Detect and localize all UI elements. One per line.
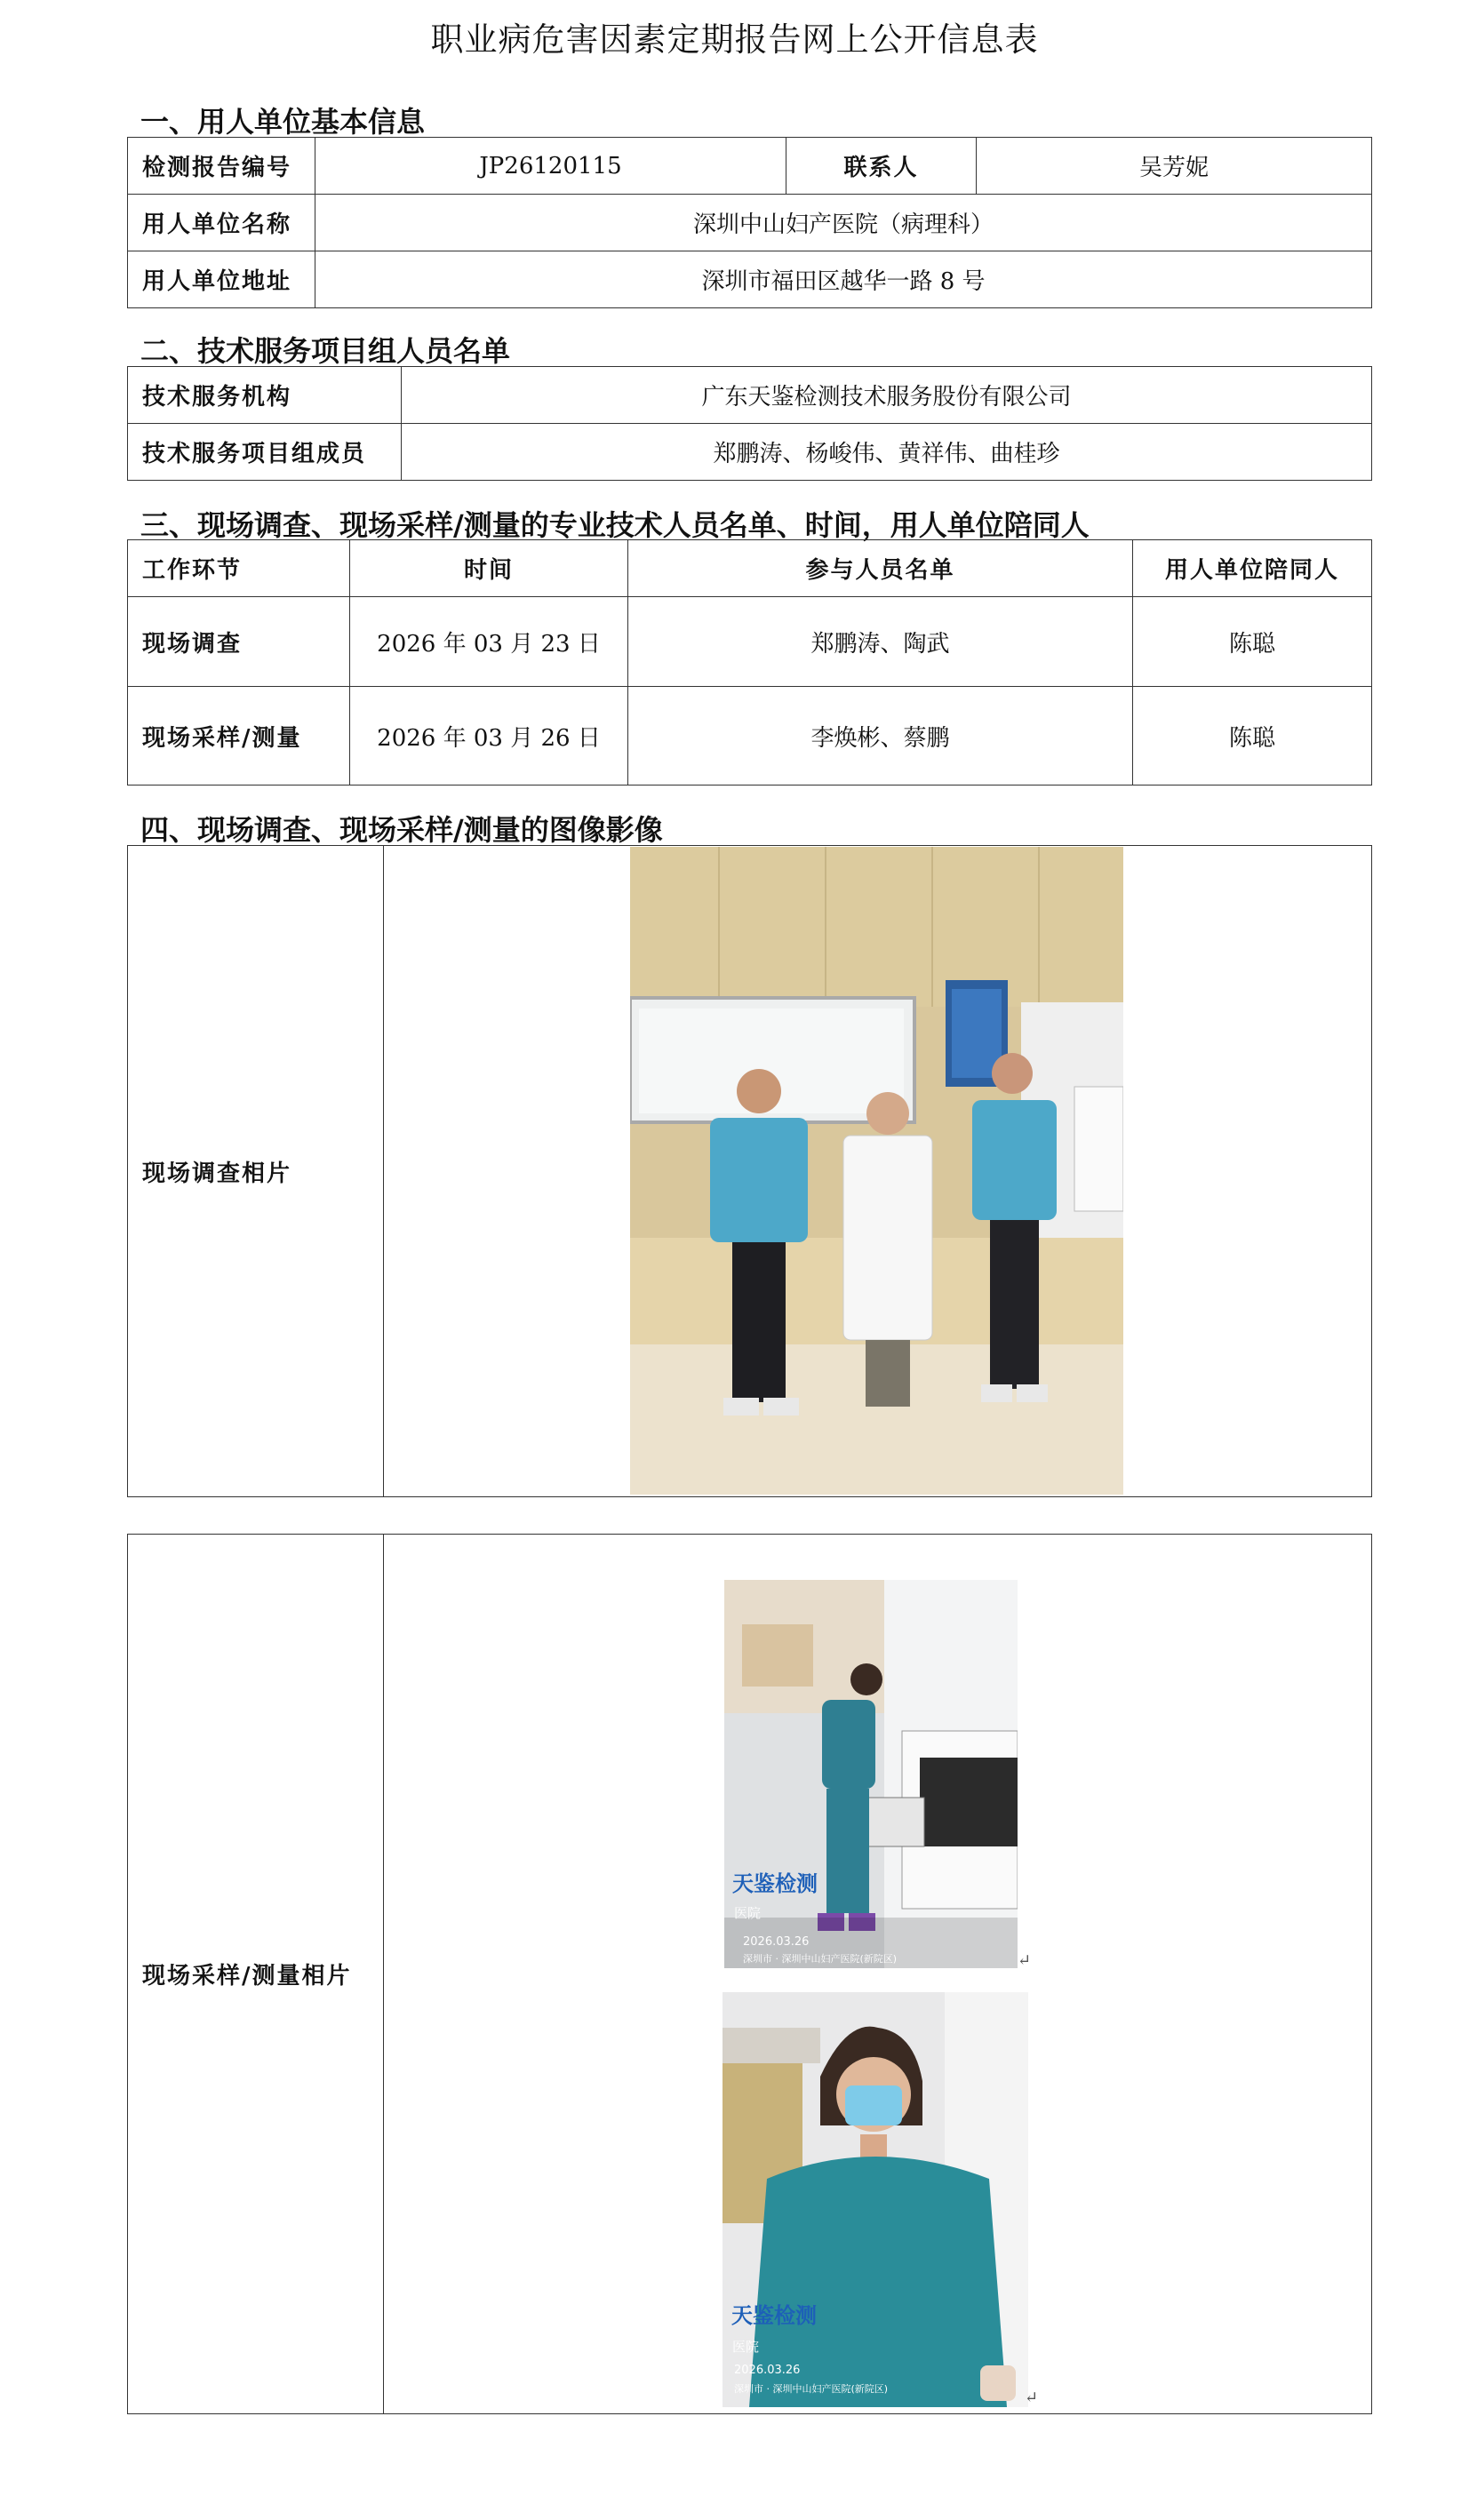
section1-heading: 一、用人单位基本信息: [140, 105, 426, 139]
sampling-photo-label: 现场采样/测量相片: [128, 1535, 384, 2414]
section3-heading: 三、现场调查、现场采样/测量的专业技术人员名单、时间，用人单位陪同人: [140, 508, 1090, 542]
schedule-table: [127, 539, 1372, 786]
survey-photo-label: 现场调查相片: [128, 846, 384, 1497]
contact-value: 吴芳妮: [977, 138, 1372, 195]
section2-heading: 二、技术服务项目组人员名单: [140, 334, 511, 368]
watermark-place: 医院: [732, 2339, 760, 2355]
unit-name-value: 深圳中山妇产医院（病理科）: [315, 195, 1372, 251]
table-row: [128, 687, 1372, 786]
row-stage: 现场采样/测量: [128, 687, 350, 786]
watermark-brand: 天鉴检测: [732, 1871, 818, 1896]
paragraph-mark-icon: ↵: [1018, 1951, 1032, 1970]
col-header-time: 时间: [350, 540, 628, 597]
contact-label: 联系人: [786, 138, 977, 195]
paragraph-mark-icon: ↵: [1025, 2388, 1039, 2407]
members-value: 郑鹏涛、杨峻伟、黄祥伟、曲桂珍: [402, 424, 1372, 481]
col-header-escort: 用人单位陪同人: [1133, 540, 1372, 597]
watermark-place: 医院: [734, 1905, 762, 1921]
section4-heading: 四、现场调查、现场采样/测量的图像影像: [140, 813, 663, 847]
watermark-date: 2026.03.26: [743, 1935, 810, 1949]
row-time: 2026 年 03 月 26 日: [350, 687, 628, 786]
org-label: 技术服务机构: [128, 367, 402, 424]
row-people: 李焕彬、蔡鹏: [628, 687, 1133, 786]
unit-name-label: 用人单位名称: [128, 195, 315, 251]
row-escort: 陈聪: [1133, 687, 1372, 786]
org-value: 广东天鉴检测技术服务股份有限公司: [402, 367, 1372, 424]
watermark-brand: 天鉴检测: [731, 2303, 817, 2328]
row-time: 2026 年 03 月 23 日: [350, 597, 628, 687]
row-stage: 现场调查: [128, 597, 350, 687]
report-no-label: 检测报告编号: [128, 138, 315, 195]
sampling-photo-2: [723, 1992, 1028, 2407]
watermark-date: 2026.03.26: [734, 2364, 801, 2377]
report-no-value: JP26120115: [315, 138, 786, 195]
members-label: 技术服务项目组成员: [128, 424, 402, 481]
survey-photo: [630, 847, 1123, 1495]
team-table: [127, 366, 1372, 481]
col-header-stage: 工作环节: [128, 540, 350, 597]
page-title: 职业病危害因素定期报告网上公开信息表: [430, 20, 1039, 59]
watermark-location: 深圳市 · 深圳中山妇产医院(新院区): [743, 1953, 898, 1965]
row-people: 郑鹏涛、陶武: [628, 597, 1133, 687]
table-row: [128, 597, 1372, 687]
basic-info-table: [127, 137, 1372, 308]
unit-addr-value: 深圳市福田区越华一路 8 号: [315, 251, 1372, 308]
col-header-people: 参与人员名单: [628, 540, 1133, 597]
watermark-location: 深圳市 · 深圳中山妇产医院(新院区): [734, 2383, 889, 2395]
sampling-photo-1: [724, 1580, 1018, 1968]
unit-addr-label: 用人单位地址: [128, 251, 315, 308]
row-escort: 陈聪: [1133, 597, 1372, 687]
